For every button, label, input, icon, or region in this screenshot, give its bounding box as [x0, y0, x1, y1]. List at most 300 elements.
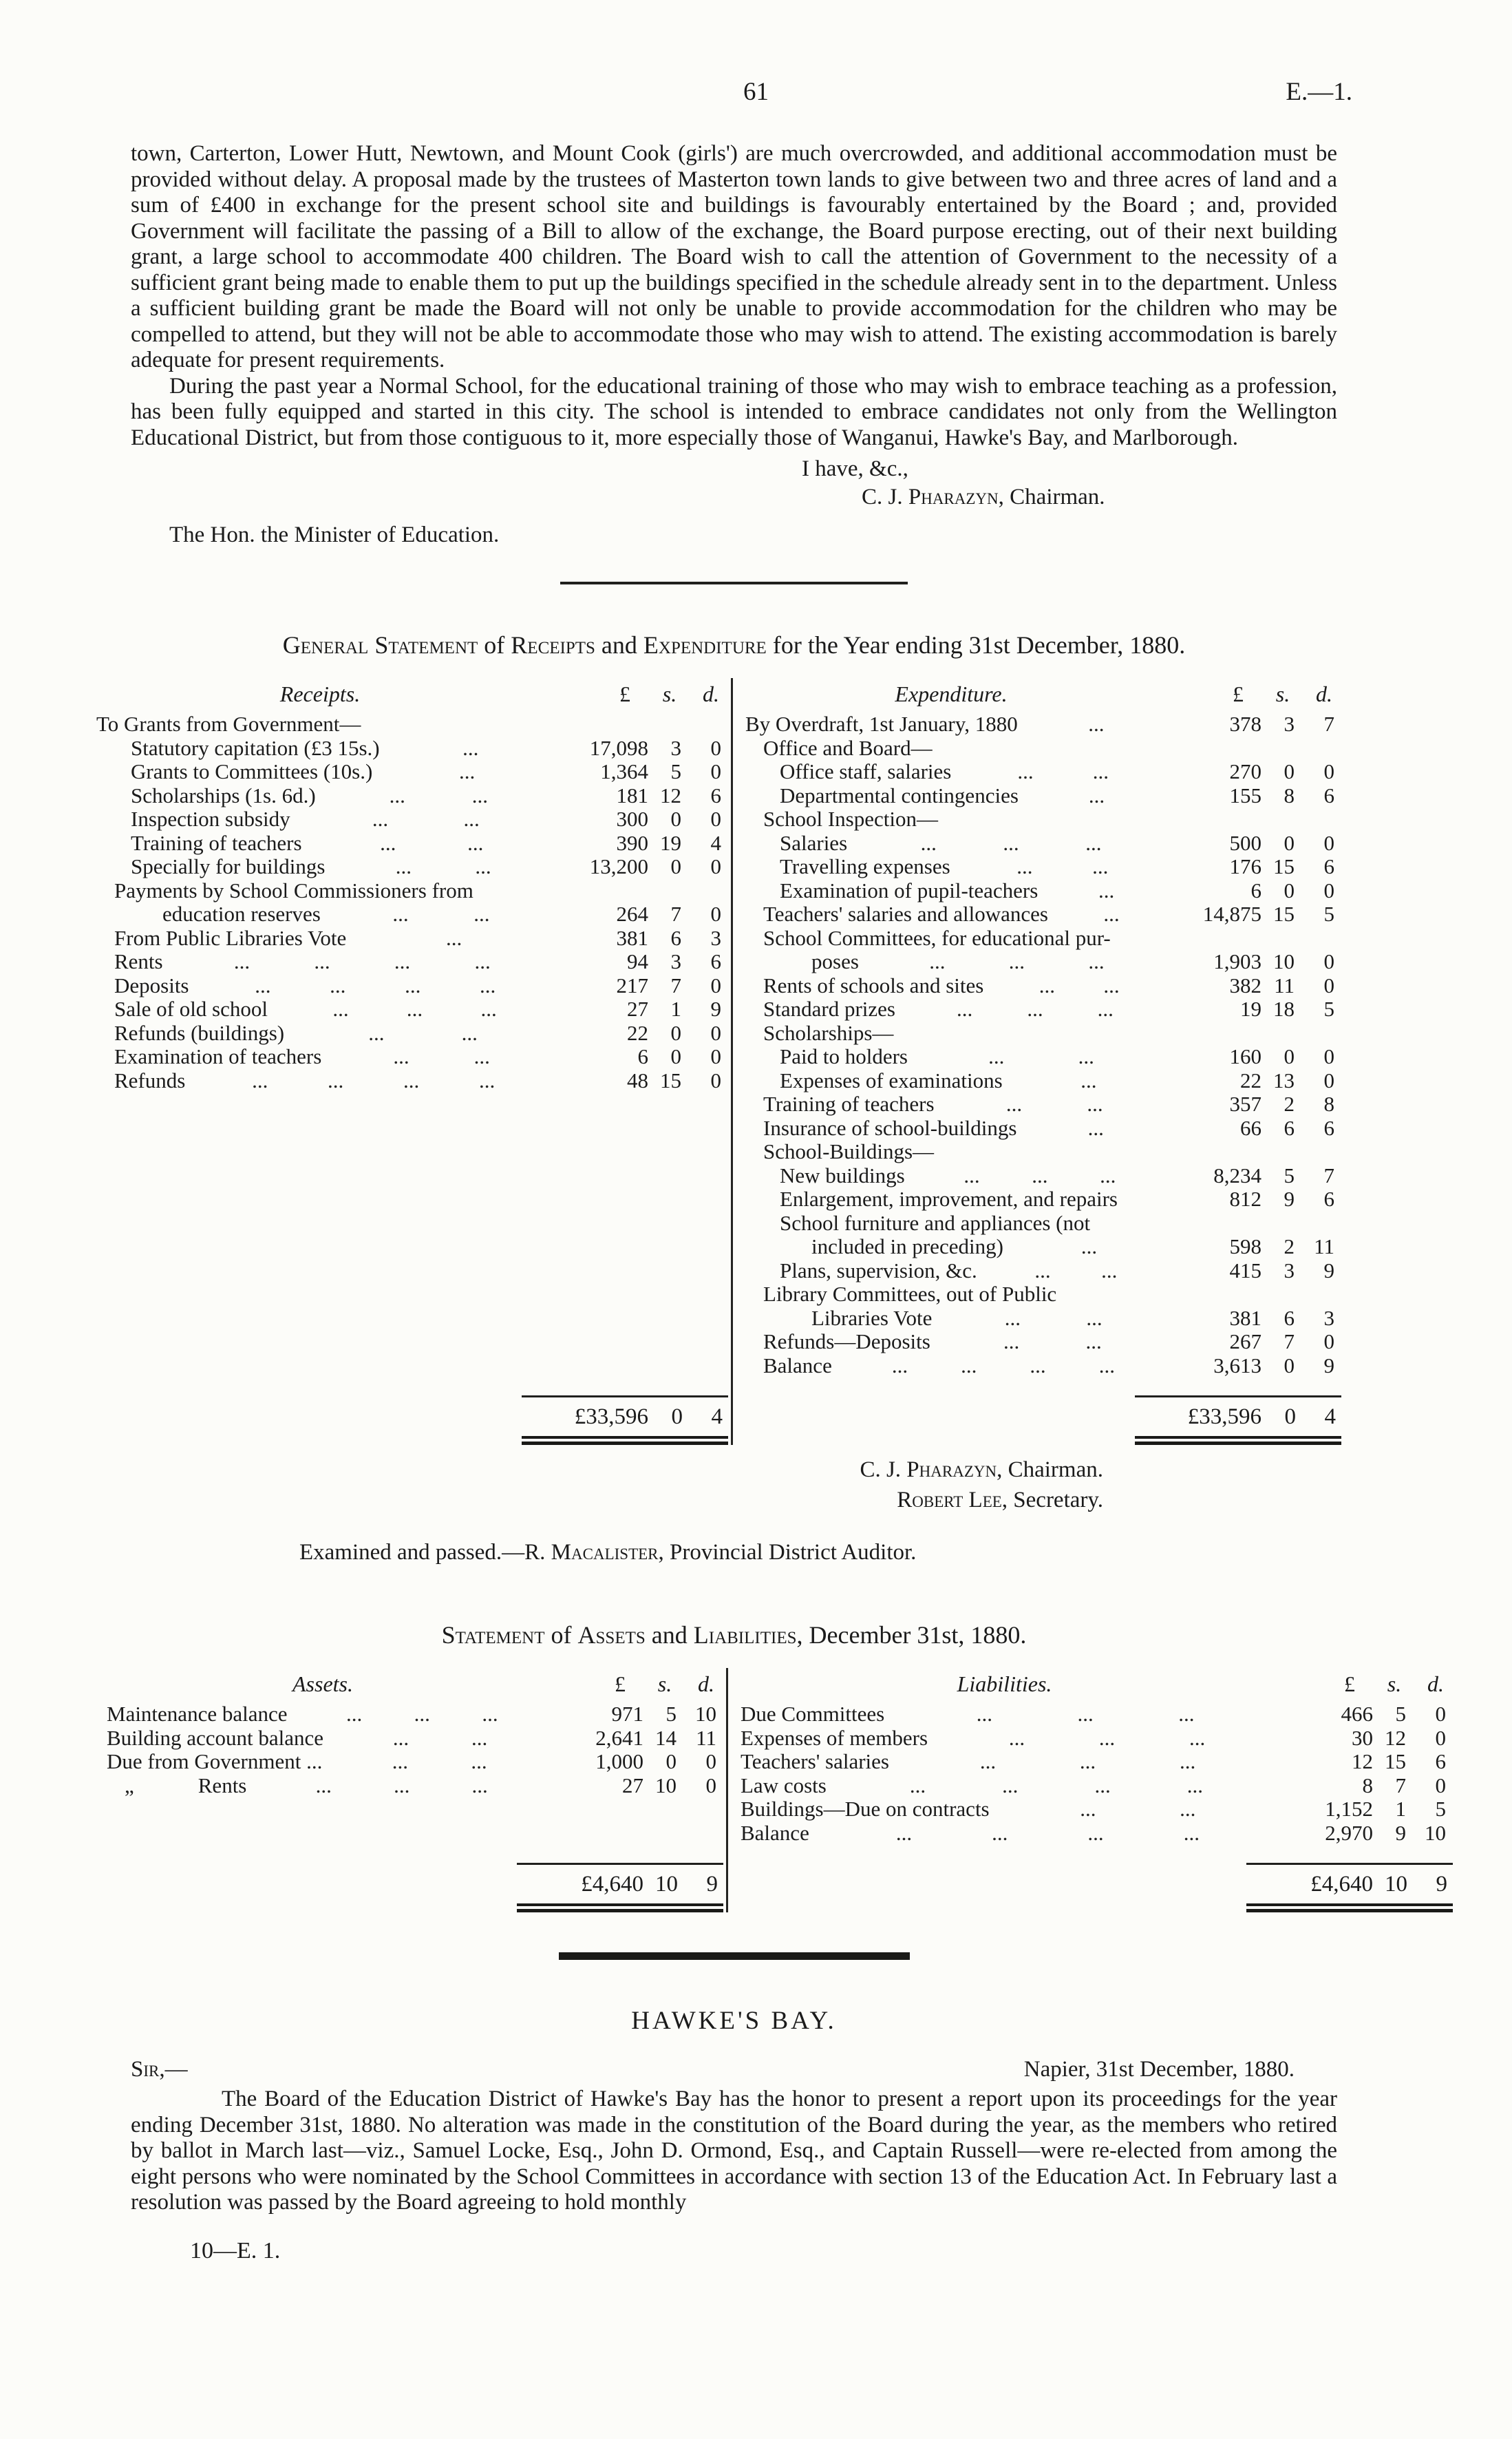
- table-row: [107, 1702, 726, 1727]
- row-label: Teachers' salaries: [741, 1749, 889, 1773]
- amount-shillings: 18: [1273, 997, 1295, 1021]
- dot-leader-group: ...: [462, 736, 479, 760]
- row-label: Teachers' salaries and allowances: [763, 902, 1048, 926]
- section-divider-rule: [560, 582, 908, 584]
- table-row: [745, 1282, 1344, 1307]
- row-label: education reserves: [162, 902, 321, 926]
- text-part: Liabilities: [693, 1621, 797, 1649]
- dot-leaders: [1056, 1282, 1175, 1307]
- dot-leaders: [290, 807, 562, 832]
- amount-shillings: 13: [1273, 1068, 1295, 1092]
- amount-pounds: 357: [1229, 1092, 1261, 1116]
- text-part: for the Year ending 31st December, 1880.: [766, 631, 1186, 659]
- amount-shillings: 5: [670, 759, 681, 783]
- dot-leader-group: ...: [1002, 1773, 1019, 1797]
- dot-leaders: [990, 1797, 1286, 1822]
- amount-pence: 0: [710, 807, 721, 831]
- dot-leader-group: ...: [1016, 855, 1033, 878]
- amount-pounds: 300: [616, 807, 648, 831]
- dot-leader-group: ...: [394, 950, 411, 973]
- amount-pounds: 8: [1362, 1773, 1373, 1797]
- amount-pence: [1304, 1022, 1344, 1046]
- amount-pounds: 1,903: [1213, 949, 1261, 973]
- amount-pounds: 22: [627, 1020, 648, 1045]
- table-row: [96, 807, 731, 832]
- row-label: To Grants from Government—: [96, 712, 361, 736]
- table-row: [745, 1022, 1344, 1046]
- dot-leader-group: ...: [1078, 1045, 1094, 1068]
- amount-pence: 0: [1323, 1068, 1334, 1092]
- amount-shillings: 2: [1284, 1092, 1295, 1116]
- amount-shillings: 0: [1284, 878, 1295, 902]
- amount-pounds: 971: [611, 1702, 643, 1726]
- amount-shillings: 15: [660, 1068, 681, 1092]
- row-label: Deposits: [114, 973, 189, 997]
- dot-leaders: [983, 974, 1175, 998]
- table-row: [745, 1140, 1344, 1164]
- dot-leaders: [809, 1822, 1286, 1846]
- page-header: [0, 77, 1512, 112]
- dot-leader-group: ...: [1077, 1702, 1094, 1726]
- dot-leader-group: ...: [1008, 950, 1025, 973]
- dot-leaders: [951, 760, 1175, 784]
- amount-shillings: 0: [670, 1044, 681, 1068]
- receipts-expenditure-table: [96, 678, 1344, 1445]
- amount-pounds: 1,364: [600, 759, 648, 783]
- dot-leader-group: ...: [403, 1068, 420, 1092]
- dot-leaders: [977, 1259, 1175, 1283]
- secretary-signature: [131, 1485, 1103, 1515]
- text-part: General Statement: [282, 631, 478, 659]
- dot-leader-group: ...: [1094, 1773, 1111, 1797]
- dot-leader-group: ...: [459, 760, 476, 783]
- amount-pence: 5: [1323, 902, 1334, 926]
- dot-leader-group: ...: [1092, 855, 1109, 878]
- table-row: [745, 879, 1344, 903]
- text-part: Statement: [441, 1621, 545, 1649]
- amount-pounds: 160: [1229, 1044, 1261, 1068]
- dot-leaders: [893, 1022, 1175, 1046]
- amount-shillings: 7: [670, 973, 681, 997]
- amount-pence: 0: [710, 735, 721, 760]
- dot-leader-group: ...: [446, 926, 462, 950]
- dot-leader-group: ...: [467, 831, 484, 855]
- assets-total: [107, 1845, 726, 1912]
- dot-leader-group: ...: [891, 1353, 908, 1377]
- amount-shillings: 14: [655, 1725, 677, 1750]
- document-reference: E.—1.: [1286, 78, 1352, 106]
- assets-heading: Assets.: [292, 1671, 353, 1696]
- double-rule: [522, 1436, 728, 1445]
- dot-leader-group: ...: [372, 807, 389, 831]
- dot-leader-group: ...: [1017, 760, 1034, 783]
- dot-leaders: [189, 974, 562, 998]
- shillings-column-header: s.: [657, 1671, 672, 1696]
- text-part: , December 31st, 1880.: [796, 1621, 1027, 1649]
- dot-leader-group: ...: [471, 1726, 488, 1750]
- expenditure-column-header: [745, 678, 1344, 710]
- dot-leader-group: ...: [1027, 997, 1043, 1021]
- text-part: C. J. Pharazyn: [860, 1457, 997, 1482]
- amount-pounds: 270: [1229, 759, 1261, 783]
- row-label: School-Buildings—: [763, 1139, 935, 1163]
- dot-leader-group: ...: [414, 1702, 430, 1726]
- table-row: [741, 1727, 1456, 1751]
- amount-pence: 10: [695, 1702, 716, 1726]
- dot-leader-group: ...: [1080, 1068, 1097, 1092]
- dot-leaders: [934, 1140, 1175, 1164]
- amount-pounds: [1175, 1140, 1261, 1164]
- amount-shillings: [1261, 927, 1304, 951]
- dot-leader-group: ...: [392, 1750, 408, 1773]
- amount-shillings: 1: [1395, 1797, 1406, 1821]
- amount-pence: 6: [710, 949, 721, 973]
- dot-leader-group: ...: [461, 1021, 478, 1045]
- dot-leaders: [933, 737, 1175, 761]
- addressee-line: The Hon. the Minister of Education.: [169, 522, 500, 547]
- dot-leader-group: ...: [895, 1821, 913, 1845]
- text-part: Sir: [131, 2057, 160, 2082]
- row-label: Sale of old school: [114, 997, 268, 1021]
- dot-leader-group: ...: [1098, 1726, 1116, 1750]
- dot-leaders: [380, 737, 562, 761]
- dot-leader-group: ...: [1101, 1258, 1118, 1282]
- dot-leader-group: ...: [392, 902, 409, 926]
- amount-shillings: [1261, 737, 1304, 761]
- amount-shillings: 15: [1273, 854, 1295, 878]
- table-row: [96, 712, 731, 737]
- amount-pence: 0: [710, 973, 721, 997]
- amount-shillings: 0: [1284, 1353, 1295, 1377]
- dot-leader-group: ...: [479, 1068, 496, 1092]
- amount-pounds: 1,152: [1325, 1797, 1373, 1821]
- dot-leader-group: ...: [1100, 1163, 1116, 1187]
- table-row: [96, 1045, 731, 1069]
- row-label: Rents of schools and sites: [763, 973, 984, 997]
- row-label: Scholarships—: [763, 1020, 894, 1045]
- table-row: [745, 1307, 1344, 1331]
- text-part: C. J. Pharazyn: [862, 485, 999, 509]
- dot-leaders: [268, 997, 562, 1022]
- amount-shillings: 0: [670, 807, 681, 831]
- dot-leader-group: ...: [1087, 1092, 1103, 1116]
- text-part: ,—: [159, 2057, 188, 2082]
- dot-leader-group: ...: [389, 783, 405, 807]
- amount-shillings: 6: [1284, 1305, 1295, 1330]
- row-label: Office and Board—: [763, 735, 933, 760]
- amount-pounds: 14,875: [1202, 902, 1261, 926]
- amount-pence: [691, 712, 731, 737]
- expenditure-heading: Expenditure.: [895, 682, 1008, 706]
- amount-pounds: 48: [627, 1068, 648, 1092]
- row-label: Due Committees: [741, 1702, 885, 1726]
- dot-leader-group: ...: [1088, 783, 1105, 807]
- dot-leader-group: ...: [1085, 1330, 1102, 1353]
- text-part: Assets: [577, 1621, 646, 1649]
- dot-leader-group: ...: [474, 950, 491, 973]
- dot-leader-group: ...: [393, 1045, 409, 1068]
- amount-pounds: 378: [1229, 712, 1261, 736]
- amount-pounds: 264: [616, 902, 648, 926]
- intro-paragraph-2: During the past year a Normal School, for the educational training of those who may wish to embrace teaching as a profession, has been fully equipped and started in this city. The school is intended to embrace candidates not only from the Wellington Educational District, but from those contiguous to it, more especially those of Wanganui, Hawke's Bay, and Marlborough.: [131, 373, 1337, 450]
- amount-pounds: 6: [1250, 878, 1261, 902]
- amount-pence: 0: [1323, 1329, 1334, 1353]
- dot-leader-group: ...: [463, 807, 480, 831]
- amount-pounds: 382: [1229, 973, 1261, 997]
- amount-pence: 0: [710, 759, 721, 783]
- row-label: included in preceding): [811, 1234, 1003, 1258]
- amount-pence: 0: [710, 1068, 721, 1092]
- row-label: Standard prizes: [763, 997, 895, 1021]
- row-label: Refunds (buildings): [114, 1020, 285, 1045]
- amount-pence: 0: [1323, 759, 1334, 783]
- row-label: Buildings—Due on contracts: [741, 1797, 990, 1821]
- table-row: [745, 807, 1344, 832]
- amount-pence: [1304, 807, 1344, 832]
- row-label: Law costs: [741, 1773, 827, 1797]
- total-row: [96, 1397, 731, 1436]
- amount-shillings: [1261, 1282, 1304, 1307]
- dot-leaders: [316, 784, 562, 808]
- total-shillings: 10: [655, 1872, 678, 1897]
- dot-leaders: [321, 1045, 562, 1069]
- table-row: [96, 855, 731, 879]
- amount-pence: 0: [1435, 1725, 1446, 1750]
- table-row: [96, 974, 731, 998]
- amount-pounds: 17,098: [589, 735, 648, 760]
- table-row: [96, 902, 731, 927]
- receipts-rows: [96, 712, 731, 1092]
- pence-column-header: d.: [698, 1671, 714, 1696]
- dot-leaders: [163, 950, 562, 974]
- amount-shillings: 5: [1395, 1702, 1406, 1726]
- amount-pounds: 27: [622, 1773, 643, 1797]
- row-label: Expenses of examinations: [780, 1068, 1003, 1092]
- dot-leader-group: ...: [992, 1821, 1008, 1845]
- intro-paragraph-1: town, Carterton, Lower Hutt, Newtown, and Mount Cook (girls') are much overcrowded, and additional accommodation must be provided without delay. A proposal made by the trustees of Masterton town lands to give between two and three acres of land and a sum of £400 in exchange for the present school site and buildings is favourably entertained by the Board ; and, provided Government will facilitate the passing of a Bill to allow of the exchange, the Board purpose erecting, out of their next building grant, a large school to accommodate 400 children. The Board wish to call the attention of Government to the necessity of a sufficient grant being made to enable them to put up the buildings specified in the schedule already sent in to the department. Unless a sufficient building grant be made the Board will not only be unable to provide accommodation for the children who may be compelled to attend, but they will not be able to accommodate those who may wish to attend. The existing accommodation is barely adequate for present requirements.: [131, 141, 1337, 372]
- table-row: [96, 1069, 731, 1093]
- receipts-heading: Receipts.: [279, 682, 361, 706]
- dot-leader-group: ...: [909, 1773, 926, 1797]
- dot-leader-group: ...: [482, 1702, 498, 1726]
- dot-leaders: [1018, 712, 1175, 737]
- amount-pence: 0: [710, 1044, 721, 1068]
- row-label: Refunds—Deposits: [763, 1329, 930, 1353]
- table-row: [745, 1092, 1344, 1117]
- total-row: [741, 1865, 1456, 1903]
- table-row: [741, 1822, 1456, 1846]
- dot-leader-group: ...: [471, 783, 489, 807]
- amount-pounds: 3,613: [1213, 1353, 1261, 1377]
- total-shillings: 0: [1284, 1404, 1296, 1429]
- row-label: Statutory capitation (£3 15s.): [131, 735, 380, 760]
- amount-pence: 0: [1323, 949, 1334, 973]
- dot-leader-group: ...: [405, 973, 421, 997]
- amount-pence: 6: [710, 783, 721, 807]
- dot-leaders: [361, 712, 562, 737]
- amount-pounds: 181: [616, 783, 648, 807]
- row-label: Training of teachers: [131, 830, 302, 855]
- total-pounds: £33,596: [574, 1404, 648, 1429]
- shillings-column-header: s.: [1387, 1671, 1402, 1696]
- amount-pounds: [1175, 807, 1261, 832]
- amount-pounds: 267: [1229, 1329, 1261, 1353]
- amount-pence: 10: [1425, 1820, 1446, 1845]
- amount-shillings: 12: [1385, 1725, 1406, 1750]
- table-row: [745, 950, 1344, 974]
- amount-pence: 11: [1314, 1234, 1334, 1258]
- dot-leader-group: ...: [920, 831, 937, 855]
- dot-leaders: [1048, 902, 1175, 927]
- amount-shillings: 6: [670, 925, 681, 950]
- dot-leader-group: ...: [252, 1068, 268, 1092]
- amount-pounds: 27: [627, 997, 648, 1021]
- amount-pounds: 1,000: [595, 1749, 643, 1773]
- dot-leader-group: ...: [1180, 1797, 1196, 1821]
- amount-shillings: 0: [1284, 759, 1295, 783]
- amount-pounds: [1175, 1282, 1261, 1307]
- amount-shillings: 19: [660, 830, 681, 855]
- liabilities-column-header: [741, 1668, 1456, 1700]
- dot-leader-group: ...: [1003, 831, 1019, 855]
- amount-pounds: 94: [627, 949, 648, 973]
- row-label: Expenses of members: [741, 1725, 928, 1750]
- dot-leaders: [895, 997, 1175, 1022]
- table-row: [745, 997, 1344, 1022]
- pounds-column-header: £: [619, 682, 630, 706]
- amount-pence: 6: [1435, 1749, 1446, 1773]
- receipts-total: [96, 1377, 731, 1445]
- liabilities-heading: Liabilities.: [957, 1671, 1052, 1696]
- dot-leader-group: ...: [233, 950, 251, 973]
- row-label: Paid to holders: [780, 1044, 908, 1068]
- amount-pence: 3: [710, 925, 721, 950]
- amount-shillings: 3: [670, 949, 681, 973]
- amount-pence: [1304, 1212, 1344, 1236]
- amount-pounds: 155: [1229, 783, 1261, 807]
- row-label: Balance: [741, 1820, 809, 1845]
- table-row: [741, 1702, 1456, 1727]
- row-label: Insurance of school-buildings: [763, 1115, 1017, 1140]
- table-row: [96, 950, 731, 974]
- amount-pounds: 415: [1229, 1258, 1261, 1282]
- table-row: [96, 997, 731, 1022]
- table-row: [745, 902, 1344, 927]
- assets-liabilities-table: [107, 1668, 1456, 1912]
- amount-pence: [1304, 1282, 1344, 1307]
- total-pence: 9: [1436, 1872, 1447, 1897]
- total-pounds: £33,596: [1187, 1404, 1261, 1429]
- dot-leader-group: ...: [1087, 1116, 1104, 1140]
- dot-leader-group: ...: [1003, 1330, 1020, 1353]
- row-label: poses: [811, 949, 859, 973]
- dot-leader-group: ...: [395, 855, 412, 878]
- dot-leader-group: ...: [1189, 1726, 1206, 1750]
- assets-rows: [107, 1702, 726, 1797]
- amount-pounds: 812: [1229, 1187, 1261, 1211]
- dot-leaders: [1038, 879, 1175, 903]
- row-label: Libraries Vote: [811, 1305, 933, 1330]
- amount-shillings: 0: [1284, 1044, 1295, 1068]
- table-row: [107, 1750, 726, 1774]
- amount-pence: 7: [1323, 1163, 1334, 1187]
- dot-leader-group: ...: [330, 973, 346, 997]
- amount-pence: 9: [710, 997, 721, 1021]
- amount-shillings: 0: [670, 1020, 681, 1045]
- table-row: [107, 1774, 726, 1798]
- dot-leader-group: ...: [315, 1773, 332, 1797]
- total-pence: 9: [706, 1872, 718, 1897]
- audit-line: [131, 1539, 1337, 1566]
- text-part: of: [478, 631, 511, 659]
- dot-leaders: [908, 1045, 1175, 1069]
- text-part: R. Macalister: [524, 1540, 659, 1565]
- text-part: Examined and passed.—: [299, 1540, 525, 1565]
- table-row: [745, 1117, 1344, 1141]
- amount-shillings: 3: [1284, 1258, 1295, 1282]
- page-number: 61: [743, 78, 769, 106]
- table-row: [745, 832, 1344, 856]
- amount-pence: 6: [1323, 783, 1334, 807]
- amount-shillings: 10: [1273, 949, 1295, 973]
- dot-leaders: [1019, 784, 1175, 808]
- dot-leaders: [322, 1750, 557, 1774]
- amount-shillings: [648, 712, 691, 737]
- dot-leaders: [321, 902, 562, 927]
- row-label: Refunds: [114, 1068, 186, 1092]
- amount-shillings: 7: [670, 902, 681, 926]
- dot-leaders: [346, 927, 562, 951]
- amount-pounds: 390: [616, 830, 648, 855]
- amount-shillings: 0: [670, 854, 681, 878]
- table-row: [96, 927, 731, 951]
- dot-leaders: [185, 1069, 562, 1093]
- total-pence: 4: [1324, 1404, 1336, 1429]
- amount-pence: 5: [1435, 1797, 1446, 1821]
- dot-leaders: [372, 760, 562, 784]
- row-label: Maintenance balance: [107, 1702, 288, 1726]
- amount-pounds: 30: [1352, 1725, 1373, 1750]
- amount-shillings: 7: [1395, 1773, 1406, 1797]
- pounds-column-header: £: [1233, 682, 1244, 706]
- row-label: Building account balance: [107, 1725, 324, 1750]
- assets-column: [107, 1668, 726, 1912]
- row-label: From Public Libraries Vote: [114, 925, 347, 950]
- amount-shillings: [1261, 1140, 1304, 1164]
- amount-shillings: 5: [1284, 1163, 1295, 1187]
- amount-pounds: [1175, 737, 1261, 761]
- chairman-signature: [131, 483, 1337, 511]
- row-label: Enlargement, improvement, and repairs: [780, 1187, 1118, 1211]
- text-part: , Chairman.: [998, 485, 1105, 509]
- amount-pence: 0: [710, 902, 721, 926]
- dot-leaders: [859, 950, 1175, 974]
- dot-leaders: [1016, 1117, 1175, 1141]
- table-row: [745, 1354, 1344, 1378]
- text-part: Receipts: [511, 631, 595, 659]
- amount-pounds: [562, 712, 648, 737]
- dot-leader-group: ...: [475, 855, 491, 878]
- row-label: Due from Government ...: [107, 1749, 323, 1773]
- section-divider-heavy-rule: [559, 1952, 910, 1960]
- assets-column-header: [107, 1668, 726, 1700]
- dot-leader-group: ...: [1103, 973, 1120, 997]
- table-row: [745, 927, 1344, 951]
- hawkes-bay-paragraph: The Board of the Education District of Hawke's Bay has the honor to present a report upon its proceedings for the year ending December 31st, 1880. No alteration was made in the constitution of the Board during the year, as the members who retired by ballot in March last—viz., Samuel Locke, Esq., John D. Ormond, Esq., and Captain Russell—were re-elected from among the eight persons who were nominated by the School Committees in accordance with section 13 of the Education Act. In February last a resolution was passed by the Board agreeing to hold monthly: [131, 2087, 1337, 2215]
- amount-shillings: [1261, 807, 1304, 832]
- amount-pounds: [1175, 1022, 1261, 1046]
- dot-leader-group: ...: [471, 1750, 487, 1773]
